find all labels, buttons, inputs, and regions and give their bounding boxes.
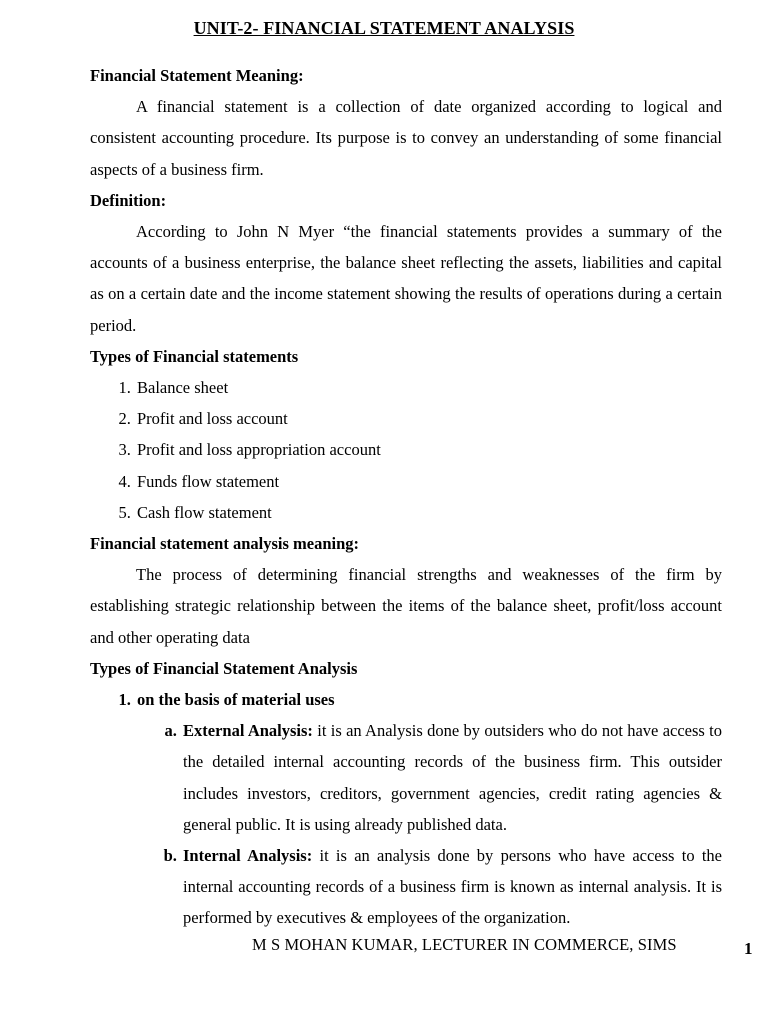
analysis-types-list [90, 684, 722, 934]
meaning-paragraph: A financial statement is a collection of date organized according to logical and consistent accounting procedure. Its purpose is to convey an understanding of some financial aspects of a business firm. [90, 97, 722, 179]
external-text: it is an Analysis done by outsiders who do not have access to the detailed internal accounting records of the business firm. This outsider includes investors, creditors, government agencies, credit rating agencies & general public. It is using already published data. [183, 721, 722, 834]
document-body [90, 60, 722, 934]
meaning-heading: Financial Statement Meaning: [90, 66, 304, 85]
analysis-meaning-paragraph: The process of determining financial strengths and weaknesses of the firm by establishing strategic relationship between the items of the balance sheet, profit/loss account and other operating data [90, 565, 722, 647]
definition-paragraph: According to John N Myer “the financial statements provides a summary of the accounts of a business enterprise, the balance sheet reflecting the assets, liabilities and capital as on a certain date and the income statement showing the results of operations during a certain period. [90, 222, 722, 335]
list-item: 4. Funds flow statement [135, 466, 722, 497]
list-item [181, 840, 722, 934]
footer-author: M S MOHAN KUMAR, LECTURER IN COMMERCE, SIMS [252, 935, 677, 954]
page-title: UNIT-2- FINANCIAL STATEMENT ANALYSIS [193, 18, 575, 38]
list-item: 5. Cash flow statement [135, 497, 722, 528]
list-item: 1. Balance sheet [135, 372, 722, 403]
definition-heading: Definition: [90, 190, 167, 210]
analysis-types-heading: Types of Financial Statement Analysis [90, 658, 358, 678]
list-item [181, 715, 722, 840]
list-item: 2. Profit and loss account [135, 403, 722, 434]
internal-text: it is an analysis done by persons who have access to the internal accounting records of a business firm is known as internal analysis. It is performed by executives & employees of the organization. [183, 846, 723, 928]
types-heading: Types of Financial statements [90, 346, 299, 366]
analysis-sublist [137, 715, 722, 933]
analysis-meaning-heading: Financial statement analysis meaning: [90, 534, 360, 554]
types-list [90, 372, 722, 528]
external-label: External Analysis: [183, 721, 313, 741]
list-item: 3. Profit and loss appropriation account [135, 434, 722, 465]
internal-label: Internal Analysis: [183, 846, 313, 866]
basis-heading: on the basis of material uses [137, 690, 335, 710]
page-number: 1 [744, 939, 753, 958]
list-item [135, 684, 722, 934]
